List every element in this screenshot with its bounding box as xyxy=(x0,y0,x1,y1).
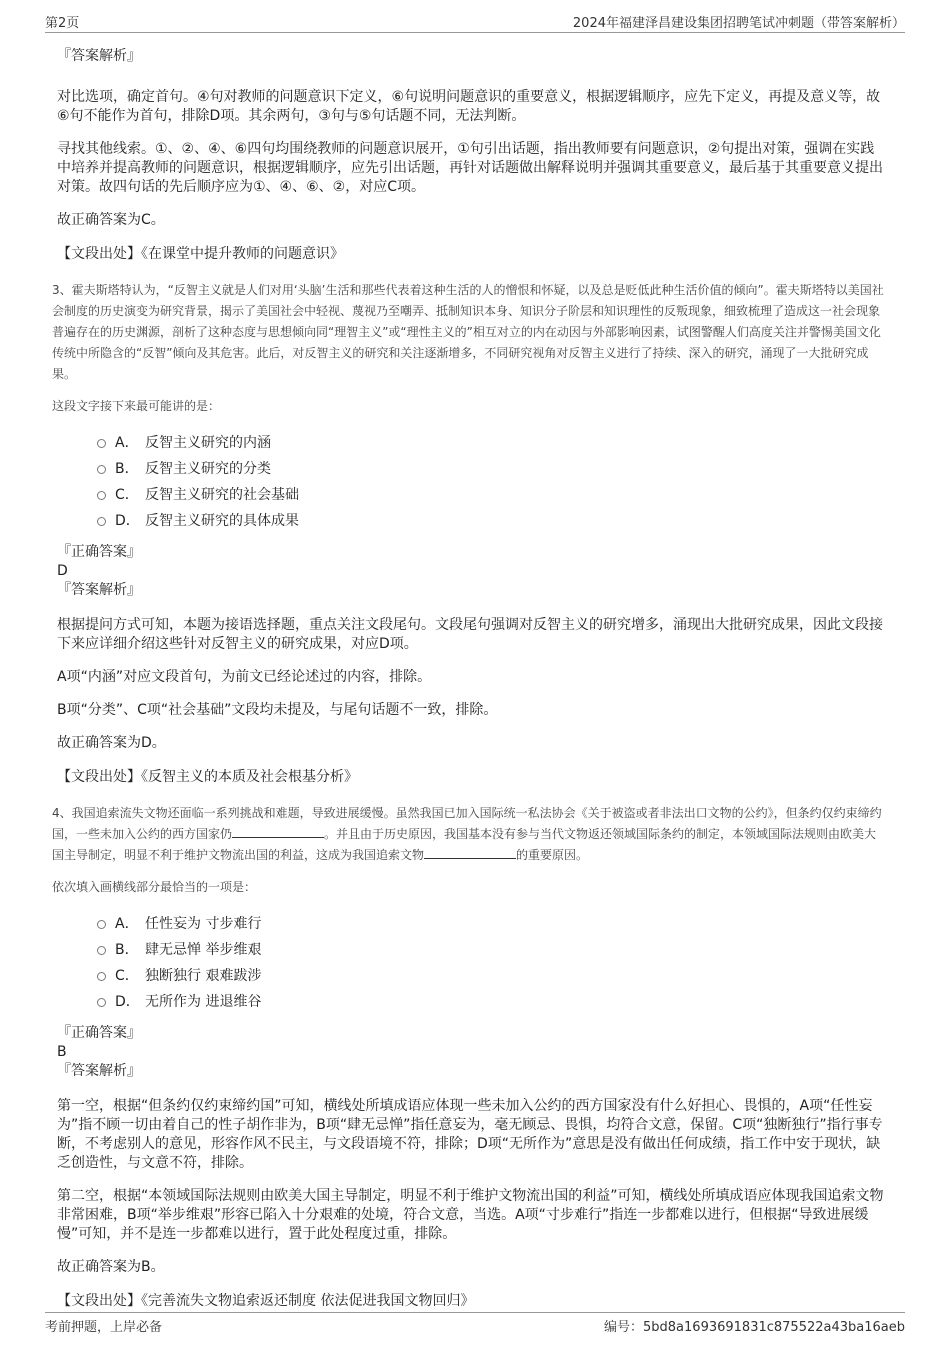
option-text: 反智主义研究的具体成果 xyxy=(145,513,299,529)
q3-option-a[interactable] xyxy=(97,430,887,456)
option-letter: C． xyxy=(115,968,139,984)
option-letter: B． xyxy=(115,942,139,958)
radio-button[interactable] xyxy=(97,439,106,448)
document-title: 2024年福建泽昌建设集团招聘笔试冲刺题（带答案解析） xyxy=(572,16,905,31)
q3-option-c[interactable] xyxy=(97,482,887,508)
q4-stem xyxy=(52,803,887,866)
q4-analysis-label: 『答案解析』 xyxy=(57,1063,141,1079)
q4-source: 【文段出处】《完善流失文物追索返还制度 依法促进我国文物回归》 xyxy=(57,1293,475,1309)
q2-analysis-para-2: 寻找其他线索。①、②、④、⑥四句均围绕教师的问题意识展开，①句引出话题，指出教师要有问题意识，②句提出对策，强调在实践中培养并提高教师的问题意识，根据逻辑顺序，应先引出话题，再针对话题做出解释说明并强调其重要意义，最后基于其重要意义提出对策。故四句话的先后顺序应为①、④、⑥、②，对应C项。 xyxy=(57,141,883,195)
footer-code: 编号：5bd8a1693691831c875522a43ba16aeb xyxy=(604,1320,905,1335)
q3-analysis-para-3: B项“分类”、C项“社会基础”文段均未提及，与尾句话题不一致，排除。 xyxy=(57,702,498,718)
radio-button[interactable] xyxy=(97,946,106,955)
option-letter: D． xyxy=(115,513,140,529)
radio-button[interactable] xyxy=(97,920,106,929)
radio-button[interactable] xyxy=(97,465,106,474)
q4-option-d[interactable] xyxy=(97,989,887,1015)
q2-analysis-label: 『答案解析』 xyxy=(57,48,141,64)
option-text: 肆无忌惮 举步维艰 xyxy=(145,942,262,958)
option-text: 反智主义研究的内涵 xyxy=(145,435,271,451)
q4-conclusion: 故正确答案为B。 xyxy=(57,1259,165,1275)
fill-blank-1 xyxy=(232,825,324,838)
q2-conclusion: 故正确答案为C。 xyxy=(57,212,165,228)
fill-blank-2 xyxy=(424,846,516,859)
radio-button[interactable] xyxy=(97,972,106,981)
q4-answer: B xyxy=(57,1044,67,1060)
q2-analysis-para-1: 对比选项，确定首句。④句对教师的问题意识下定义，⑥句说明问题意识的重要意义，根据逻辑顺序，应先下定义，再提及意义等，故⑥句不能作为首句，排除D项。其余两句，③句与⑤句话题不同，无法判断。 xyxy=(57,89,881,124)
option-letter: D． xyxy=(115,994,140,1010)
q3-analysis-para-2: A项“内涵”对应文段首句，为前文已经论述过的内容，排除。 xyxy=(57,669,432,685)
option-text: 无所作为 进退维谷 xyxy=(145,994,262,1010)
radio-button[interactable] xyxy=(97,517,106,526)
q3-analysis-label: 『答案解析』 xyxy=(57,582,141,598)
page-footer xyxy=(45,1312,905,1336)
radio-button[interactable] xyxy=(97,491,106,500)
option-text: 独断独行 艰难跋涉 xyxy=(145,968,262,984)
option-text: 任性妄为 寸步难行 xyxy=(145,916,262,932)
footer-slogan: 考前押题，上岸必备 xyxy=(45,1320,163,1335)
q4-stem-part-2: 。并且由于历史原因，我国基本没有参与当代文物返还领域国际条约的制定，本领域国际法规则由欧美大国主导制定，明显不利于维护文物流出国的利益，这成为我国追索文物 xyxy=(52,827,877,862)
q4-analysis-para-1: 第一空，根据“但条约仅约束缔约国”可知，横线处所填成语应体现一些未加入公约的西方国家没有什么好担心、畏惧的，A项“任性妄为”指不顾一切由着自己的性子胡作非为，B项“肆无忌惮”指任意妄为，毫无顾忌、畏惧，均符合文意，保留。C项“独断独行”指行事专断，不考虑别人的意见，形容作风不民主，与文段语境不符，排除；D项“无所作为”意思是没有做出任何成绩，指工作中安于现状，缺乏创造性，与文意不符，排除。 xyxy=(57,1098,883,1171)
q4-stem-part-3: 的重要原因。 xyxy=(516,848,589,862)
q4-option-a[interactable] xyxy=(97,911,887,937)
q4-options xyxy=(97,911,887,1015)
q2-source: 【文段出处】《在课堂中提升教师的问题意识》 xyxy=(57,246,344,262)
q4-option-c[interactable] xyxy=(97,963,887,989)
q4-analysis-para-2: 第二空，根据“本领域国际法规则由欧美大国主导制定，明显不利于维护文物流出国的利益”可知，横线处所填成语应体现我国追索文物非常困难，B项“举步维艰”形容已陷入十分艰难的处境，符合文意，当选。A项“寸步难行”指连一步都难以进行，但根据“导致进展缓慢”可知，并不是连一步都难以进行，置于此处程度过重，排除。 xyxy=(57,1188,884,1242)
q4-prompt: 依次填入画横线部分最恰当的一项是： xyxy=(52,880,257,894)
q3-option-d[interactable] xyxy=(97,508,887,534)
q3-option-b[interactable] xyxy=(97,456,887,482)
option-letter: A． xyxy=(115,916,139,932)
option-letter: A． xyxy=(115,435,139,451)
option-letter: B． xyxy=(115,461,139,477)
q4-option-b[interactable] xyxy=(97,937,887,963)
option-text: 反智主义研究的分类 xyxy=(145,461,271,477)
q4-correct-label: 『正确答案』 xyxy=(57,1025,141,1041)
option-letter: C． xyxy=(115,487,139,503)
q3-prompt: 这段文字接下来最可能讲的是： xyxy=(52,399,221,413)
page-header xyxy=(45,12,905,33)
q3-conclusion: 故正确答案为D。 xyxy=(57,735,166,751)
document-body xyxy=(52,46,887,1327)
option-text: 反智主义研究的社会基础 xyxy=(145,487,299,503)
q3-analysis-para-1: 根据提问方式可知，本题为接语选择题，重点关注文段尾句。文段尾句强调对反智主义的研究增多，涌现出大批研究成果，因此文段接下来应详细介绍这些针对反智主义的研究成果，对应D项。 xyxy=(57,617,883,652)
radio-button[interactable] xyxy=(97,998,106,1007)
page-number: 第2页 xyxy=(45,16,80,31)
q4-stem-part-1: 4、我国追索流失文物还面临一系列挑战和难题，导致进展缓慢。虽然我国已加入国际统一私法协会《关于被盗或者非法出口文物的公约》，但条约仅约束缔约国，一些未加入公约的西方国家仍 xyxy=(52,806,882,841)
q3-options xyxy=(97,430,887,534)
q3-source: 【文段出处】《反智主义的本质及社会根基分析》 xyxy=(57,769,358,785)
q3-answer: D xyxy=(57,563,68,579)
q3-stem: 3、霍夫斯塔特认为，“反智主义就是人们对用‘头脑’生活和那些代表着这种生活的人的憎恨和怀疑，以及总是贬低此种生活价值的倾向”。霍夫斯塔特以美国社会制度的历史演变为研究背景，揭示了美国社会中轻视、蔑视乃至嘲弄、抵制知识本身、知识分子阶层和知识理性的反叛现象，细致梳理了造成这一社会现象普遍存在的历史渊源，剖析了这种态度与思想倾向同“理智主义”或“理性主义的”相互对立的内在动因与外部影响因素，试图警醒人们高度关注并警惕美国文化传统中所隐含的“反智”倾向及其危害。此后，对反智主义的研究和关注逐渐增多，不同研究视角对反智主义进行了持续、深入的研究，涌现了一大批研究成果。 xyxy=(52,283,884,381)
q3-correct-label: 『正确答案』 xyxy=(57,544,141,560)
